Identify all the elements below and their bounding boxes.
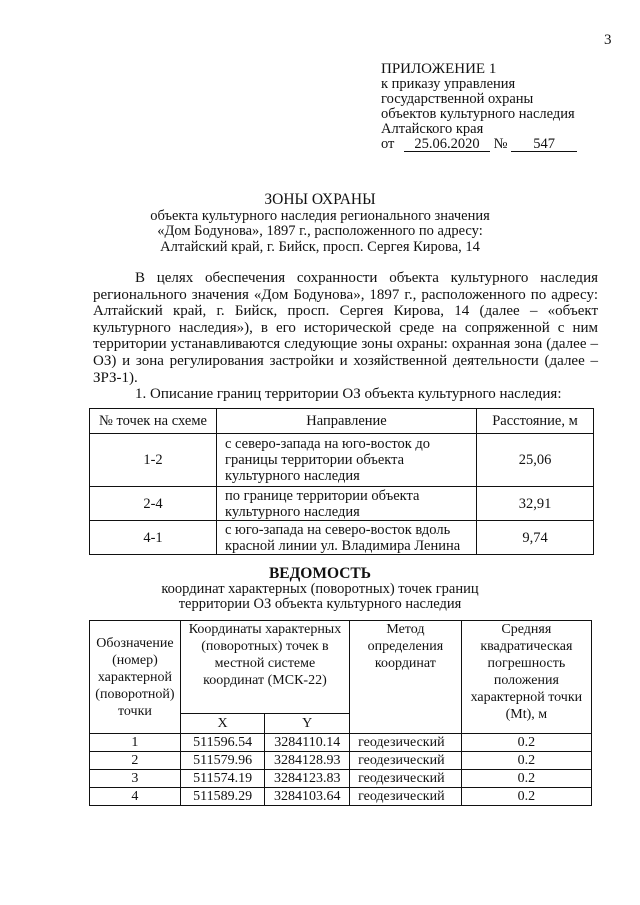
method-cell: геодезический bbox=[350, 788, 462, 806]
point-number-cell: 2 bbox=[90, 752, 181, 770]
order-date: 25.06.2020 bbox=[404, 138, 490, 152]
appendix-block bbox=[381, 62, 631, 152]
method-cell: геодезический bbox=[350, 734, 462, 752]
appendix-date-line bbox=[381, 137, 631, 152]
error-cell: 0.2 bbox=[461, 734, 591, 752]
page-number: 3 bbox=[604, 32, 612, 48]
zones-subtitle-line: Алтайский край, г. Бийск, просп. Сергея Кирова, 14 bbox=[160, 238, 480, 255]
x-header: X bbox=[180, 714, 265, 734]
zones-title: ЗОНЫ ОХРАНЫ bbox=[264, 191, 376, 208]
y-cell: 3284103.64 bbox=[265, 788, 350, 806]
number-prefix: № bbox=[493, 136, 508, 152]
vedomost-subtitle-line: территории ОЗ объекта культурного наследия bbox=[178, 596, 462, 612]
appendix-line: объектов культурного наследия bbox=[381, 106, 575, 122]
intro-paragraph: В целях обеспечения сохранности объекта культурного наследия регионального значения «Дом Бодунова», 1897 г., расположенного по адресу: Алтайский край, г. Бийск, просп. Сергея Кирова, 14 (далее – «объект культурного наследия»), в его исторической среде на сопряженной с ним территории устанавливаются следующие зоны охраны: охранная зона (далее – ОЗ) и зона регулирования застройки и хозяйственной деятельности (далее – ЗРЗ-1). bbox=[93, 270, 598, 386]
vedomost-title: ВЕДОМОСТЬ bbox=[268, 565, 372, 582]
y-header: Y bbox=[265, 714, 350, 734]
appendix-line: Алтайского края bbox=[381, 121, 484, 137]
points-cell: 4-1 bbox=[90, 521, 217, 555]
designation-header: Обозначение (номер) характерной (поворотной) точки bbox=[90, 621, 181, 734]
column-header: Расстояние, м bbox=[477, 409, 594, 434]
error-cell: 0.2 bbox=[461, 752, 591, 770]
x-cell: 511579.96 bbox=[180, 752, 265, 770]
distance-cell: 9,74 bbox=[477, 521, 594, 555]
column-header: Направление bbox=[217, 409, 477, 434]
table-row bbox=[90, 434, 594, 487]
coordinates-table bbox=[89, 620, 592, 806]
direction-cell: с юго-запада на северо-восток вдоль красной линии ул. Владимира Ленина bbox=[217, 521, 477, 555]
point-number-cell: 4 bbox=[90, 788, 181, 806]
method-cell: геодезический bbox=[350, 770, 462, 788]
y-cell: 3284128.93 bbox=[265, 752, 350, 770]
order-number: 547 bbox=[511, 138, 577, 152]
section-1-heading: 1. Описание границ территории ОЗ объекта культурного наследия: bbox=[135, 386, 562, 403]
column-header: № точек на схеме bbox=[90, 409, 217, 434]
vedomost-subtitle-line: координат характерных (поворотных) точек границ bbox=[161, 581, 479, 597]
point-number-cell: 1 bbox=[90, 734, 181, 752]
table-header-row bbox=[90, 409, 594, 434]
table-row bbox=[90, 734, 592, 752]
method-header: Метод определения координат bbox=[350, 621, 462, 734]
appendix-line: государственной охраны bbox=[381, 91, 534, 107]
zones-subtitle-line: «Дом Бодунова», 1897 г., расположенного по адресу: bbox=[157, 223, 483, 239]
error-header: Средняя квадратическая погрешность положения характерной точки (Mt), м bbox=[461, 621, 591, 734]
table-row bbox=[90, 752, 592, 770]
distance-cell: 25,06 bbox=[477, 434, 594, 487]
point-number-cell: 3 bbox=[90, 770, 181, 788]
vedomost-heading bbox=[0, 566, 640, 612]
x-cell: 511596.54 bbox=[180, 734, 265, 752]
appendix-title: ПРИЛОЖЕНИЕ 1 bbox=[381, 61, 497, 77]
y-cell: 3284110.14 bbox=[265, 734, 350, 752]
direction-cell: по границе территории объекта культурного наследия bbox=[217, 487, 477, 521]
coordinates-header: Координаты характерных (поворотных) точек в местной системе координат (МСК-22) bbox=[180, 621, 349, 714]
x-cell: 511589.29 bbox=[180, 788, 265, 806]
table-row bbox=[90, 521, 594, 555]
direction-cell: с северо-запада на юго-восток до границы территории объекта культурного наследия bbox=[217, 434, 477, 487]
points-cell: 2-4 bbox=[90, 487, 217, 521]
zones-subtitle-line: объекта культурного наследия регионального значения bbox=[150, 207, 490, 224]
x-cell: 511574.19 bbox=[180, 770, 265, 788]
distance-cell: 32,91 bbox=[477, 487, 594, 521]
error-cell: 0.2 bbox=[461, 770, 591, 788]
table-row bbox=[90, 487, 594, 521]
points-cell: 1-2 bbox=[90, 434, 217, 487]
y-cell: 3284123.83 bbox=[265, 770, 350, 788]
error-cell: 0.2 bbox=[461, 788, 591, 806]
date-prefix: от bbox=[381, 136, 395, 152]
table-row bbox=[90, 770, 592, 788]
boundary-table bbox=[89, 408, 594, 555]
zones-heading bbox=[0, 192, 640, 255]
appendix-line: к приказу управления bbox=[381, 76, 516, 92]
table-row bbox=[90, 788, 592, 806]
method-cell: геодезический bbox=[350, 752, 462, 770]
intro-text bbox=[93, 270, 598, 403]
table-header-row bbox=[90, 621, 592, 714]
